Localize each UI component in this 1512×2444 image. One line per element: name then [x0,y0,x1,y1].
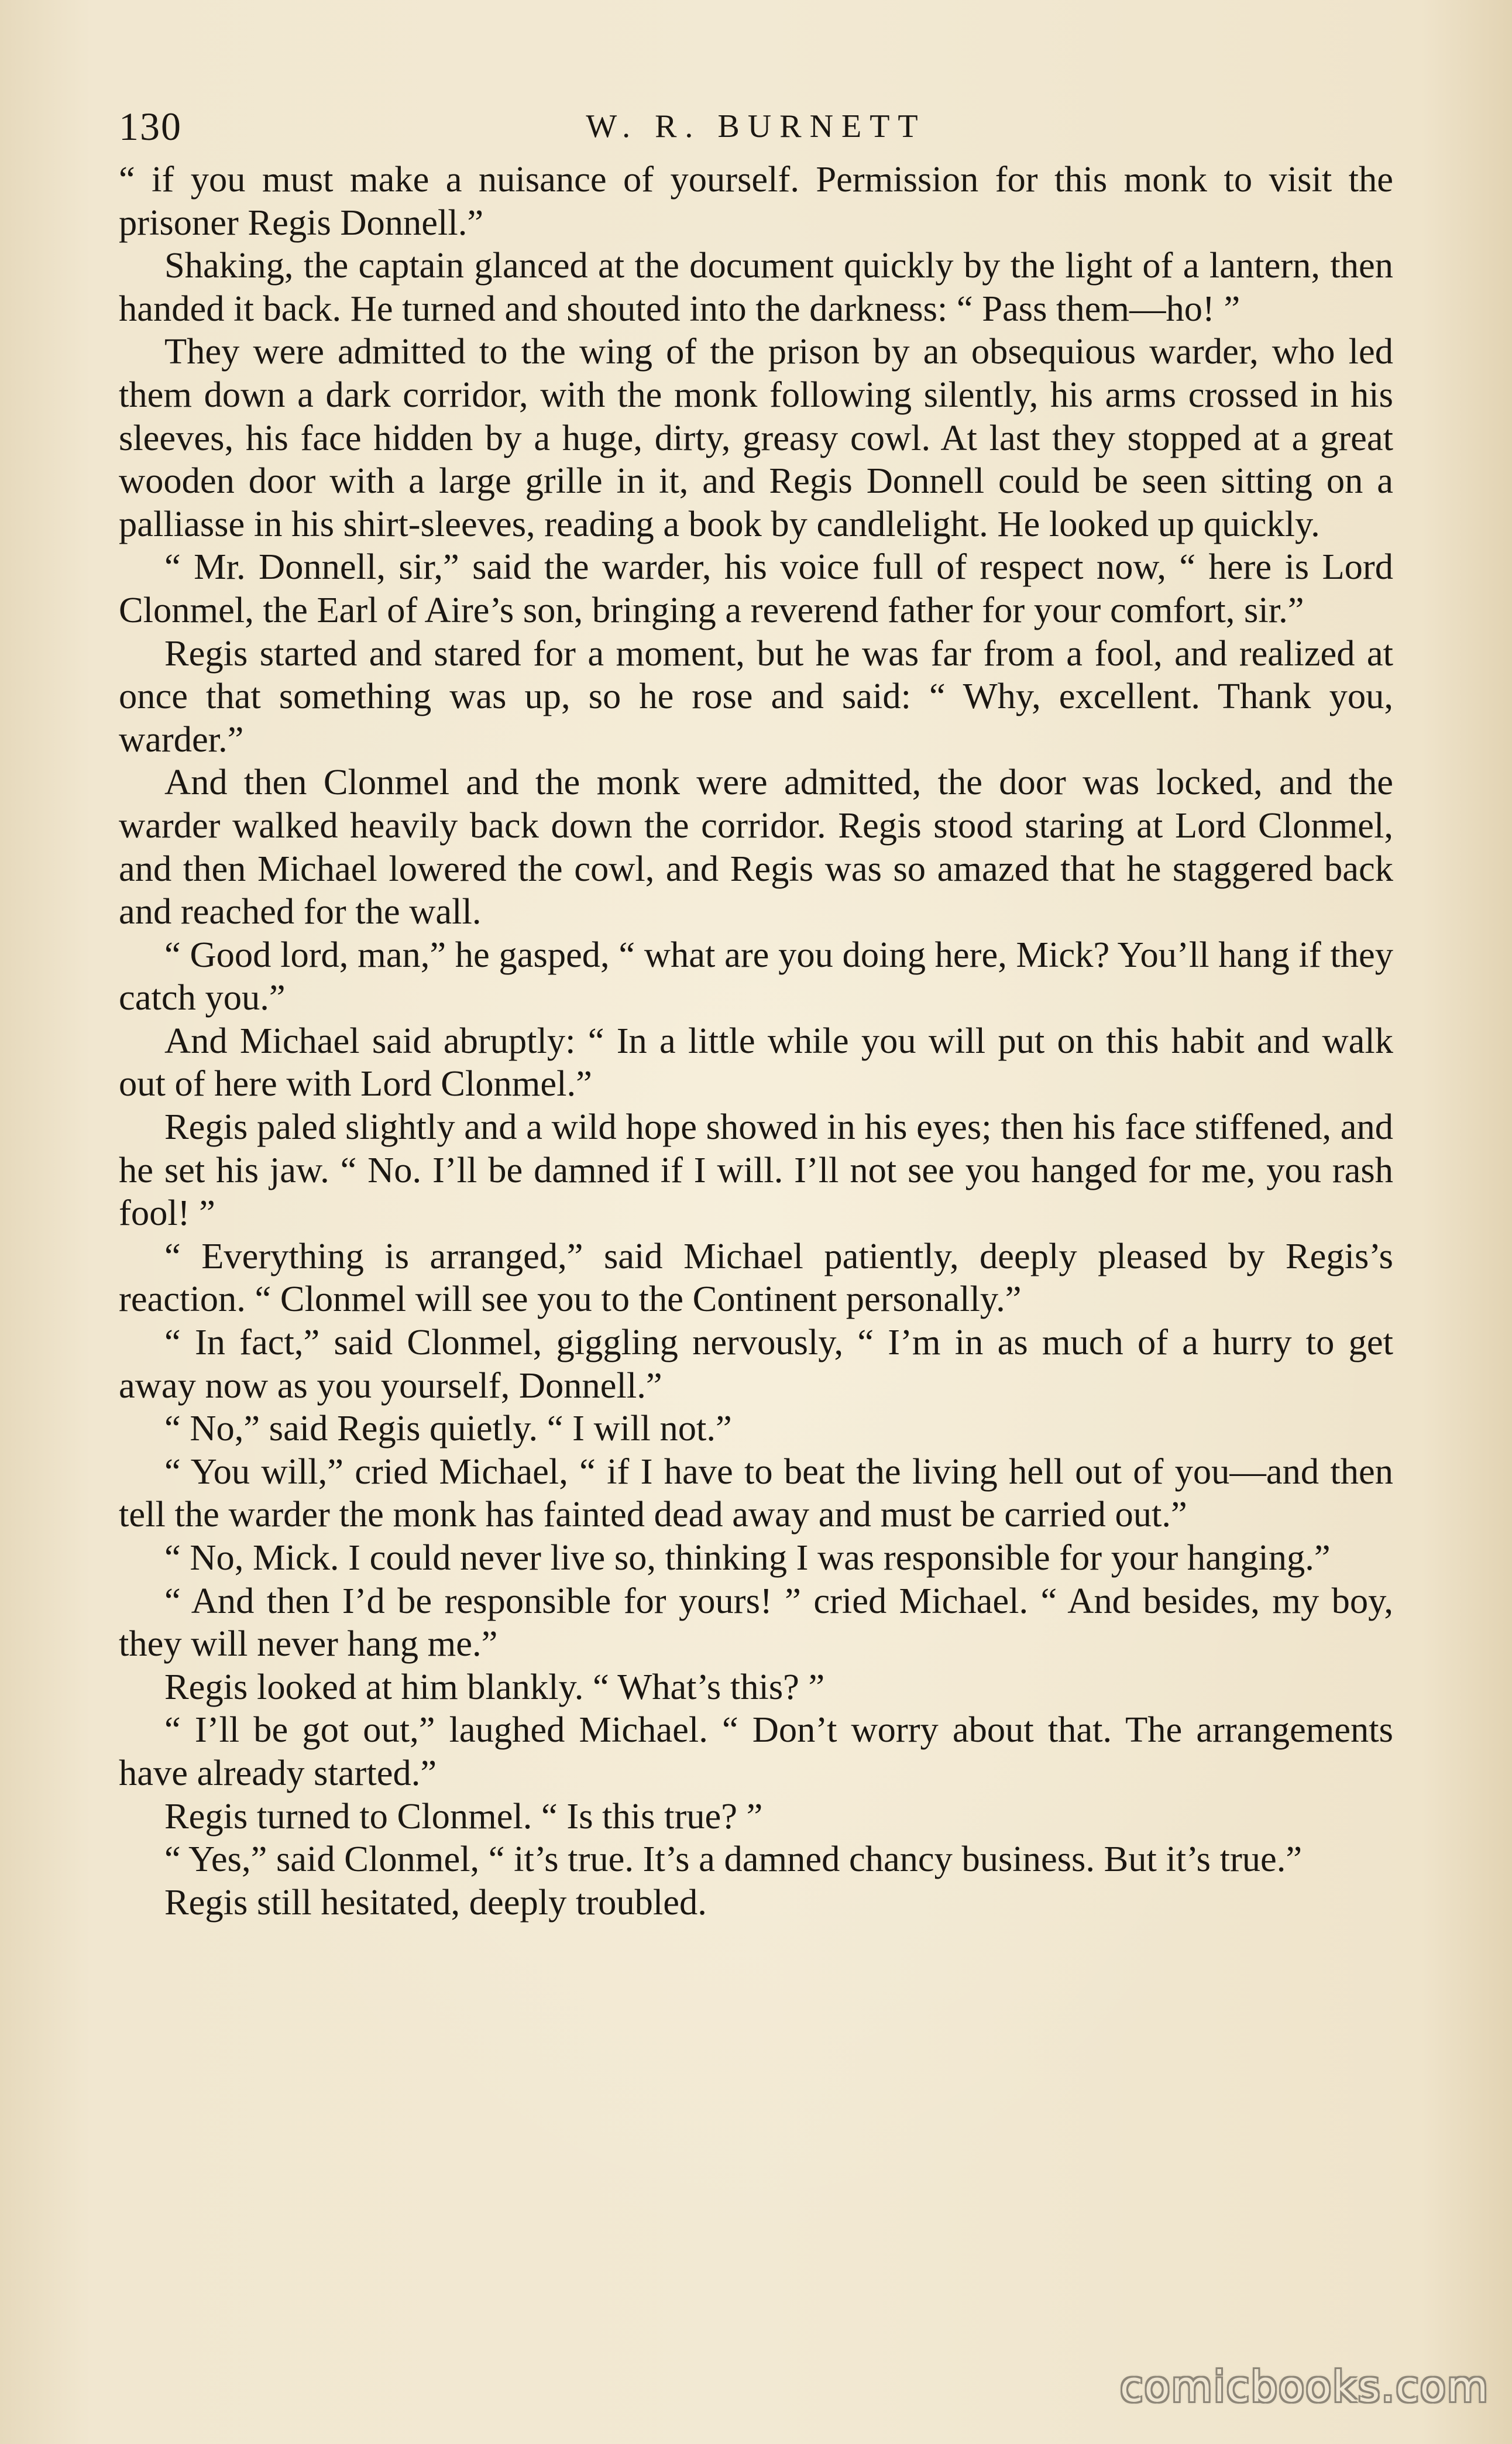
paragraph: And Michael said abruptly: “ In a little while you will put on this habit and walk out of here with Lord Clonmel.” [119,1020,1393,1104]
paragraph: They were admitted to the wing of the prison by an obsequious warder, who led them down a dark corridor, with the monk following silently, his arms crossed in his sleeves, his face hidden by a huge, dirty, greasy cowl. At last they stopped at a great wooden door with a large grille in it, and Regis Donnell could be seen sitting on a palliasse in his shirt-sleeves, reading a book by candlelight. He looked up quickly. [119,331,1393,544]
paragraph: “ Everything is arranged,” said Michael patiently, deeply pleased by Regis’s reaction. “ Clonmel will see you to the Continent personally.” [119,1235,1393,1320]
paragraph: “ In fact,” said Clonmel, giggling nervously, “ I’m in as much of a hurry to get away now as you yourself, Donnell.” [119,1321,1393,1406]
page-number: 130 [119,104,182,149]
paragraph: “ Yes,” said Clonmel, “ it’s true. It’s a damned chancy business. But it’s true.” [164,1838,1303,1880]
paragraph: Shaking, the captain glanced at the document quickly by the light of a lantern, then handed it back. He turned and shouted into the darkness: “ Pass them—ho! ” [119,245,1393,329]
paragraph: “ No, Mick. I could never live so, thinking I was responsible for your hanging.” [164,1537,1331,1578]
author-name: W. R. BURNETT [586,108,926,145]
paragraph: “ Good lord, man,” he gasped, “ what are you doing here, Mick? You’ll hang if they catch you.” [119,933,1393,1018]
paragraph: “ if you must make a nuisance of yourself. Permission for this monk to visit the prisoner Regis Donnell.” [119,159,1393,243]
running-head [119,97,1393,156]
paragraph: “ I’ll be got out,” laughed Michael. “ Don’t worry about that. The arrangements have already started.” [119,1709,1393,1793]
paragraph: And then Clonmel and the monk were admitted, the door was locked, and the warder walked heavily back down the corridor. Regis stood staring at Lord Clonmel, and then Michael lowered the cowl, and Regis was so amazed that he staggered back and reached for the wall. [119,761,1393,932]
paragraph: Regis turned to Clonmel. “ Is this true? ” [164,1795,763,1837]
paragraph: “ And then I’d be responsible for yours! ” cried Michael. “ And besides, my boy, they will never hang me.” [119,1580,1393,1664]
paragraph: “ No,” said Regis quietly. “ I will not.” [164,1408,732,1449]
paragraph: “ You will,” cried Michael, “ if I have to beat the living hell out of you—and then tell the warder the monk has fainted dead away and must be carried out.” [119,1450,1393,1535]
watermark: comicbooks.com [1119,2362,1489,2411]
paragraph: Regis still hesitated, deeply troubled. [164,1881,707,1923]
paragraph: Regis started and stared for a moment, but he was far from a fool, and realized at once that something was up, so he rose and said: “ Why, excellent. Thank you, warder.” [119,632,1393,760]
body-text [119,158,1393,1924]
paragraph: Regis paled slightly and a wild hope showed in his eyes; then his face stiffened, and he set his jaw. “ No. I’ll be damned if I will. I’ll not see you hanged for me, you rash fool! ” [119,1106,1393,1234]
paragraph: “ Mr. Donnell, sir,” said the warder, his voice full of respect now, “ here is Lord Clonmel, the Earl of Aire’s son, bringing a reverend father for your comfort, sir.” [119,546,1393,630]
paragraph: Regis looked at him blankly. “ What’s this? ” [164,1666,825,1707]
